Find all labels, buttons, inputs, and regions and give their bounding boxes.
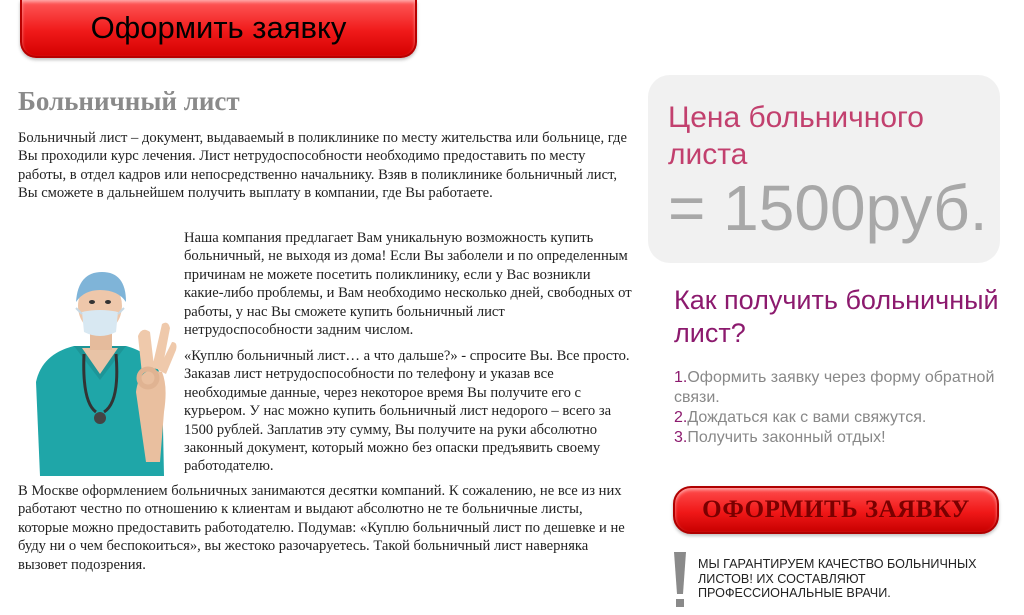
guarantee-text: МЫ ГАРАНТИРУЕМ КАЧЕСТВО БОЛЬНИЧНЫХ ЛИСТОВ! ИХ СОСТАВЛЯЮТ ПРОФЕССИОНАЛЬНЫЕ ВРАЧИ.	[698, 557, 977, 600]
step-number: 1.	[674, 369, 688, 386]
order-request-button[interactable]: Оформить заявку	[20, 0, 417, 58]
step-number: 2.	[674, 409, 688, 426]
step-text: Получить законный отдых!	[687, 429, 886, 446]
step-text: Оформить заявку через форму обратной связи.	[674, 369, 995, 406]
exclamation-icon	[672, 552, 688, 610]
how-to-get-title: Как получить больничный лист?	[674, 285, 999, 348]
step-number: 3.	[674, 429, 688, 446]
warning-paragraph: В Москве оформлением больничных занимаются десятки компаний. К сожалению, не все из них работают честно по отношению к клиентам и выдают абсолютно не те больничные листы, которые можно предоставить работодателю. Подумав: «Куплю больничный лист по дешевке и не буду ни о чем беспокоиться», вы жестоко разочаруетесь. Такой больничный лист наверняка вызовет подозрения.	[18, 483, 625, 573]
step-text: Дождаться как с вами свяжутся.	[687, 409, 927, 426]
step-item	[674, 428, 1004, 448]
step-item	[674, 408, 1004, 428]
process-paragraph: «Куплю больничный лист… а что дальше?» - спросите Вы. Все просто. Заказав лист нетрудоспособности по телефону и указав все необходимые данные, через некоторое время Вы получите его с курьером. У нас можно купить больничный лист недорого – всего за 1500 рублей. Заплатив эту сумму, Вы получите на руки абсолютно законный документ, который можно без опаски предъявить своему работодателю.	[184, 348, 630, 475]
price-value: = 1500руб.	[668, 172, 988, 244]
steps-list	[674, 368, 1004, 448]
price-label: Цена больничного листа	[668, 101, 924, 171]
doctor-image	[22, 262, 178, 476]
intro-paragraph: Больничный лист – документ, выдаваемый в поликлинике по месту жительства или больнице, где Вы проходили курс лечения. Лист нетрудоспособности необходимо предоставить по месту работы, в отдел кадров или непосредственно начальнику. Взяв в поликлинике больничный лист, Вы сможете в дальнейшем получить выплату в компании, где Вы работаете.	[18, 130, 627, 202]
price-box	[648, 75, 1000, 263]
offer-paragraph: Наша компания предлагает Вам уникальную возможность купить больничный, не выходя из дома! Если Вы заболели и по определенным причинам не можете посетить поликлинику, если у Вас возникли какие-либо проблемы, и Вам необходимо несколько дней, свободных от работы, у нас Вы сможете купить больничный лист нетрудоспособности задним числом.	[184, 230, 632, 339]
sidebar-order-button[interactable]: ОФОРМИТЬ ЗАЯВКУ	[673, 486, 999, 534]
page-title: Больничный лист	[18, 86, 240, 116]
step-item	[674, 368, 1004, 408]
